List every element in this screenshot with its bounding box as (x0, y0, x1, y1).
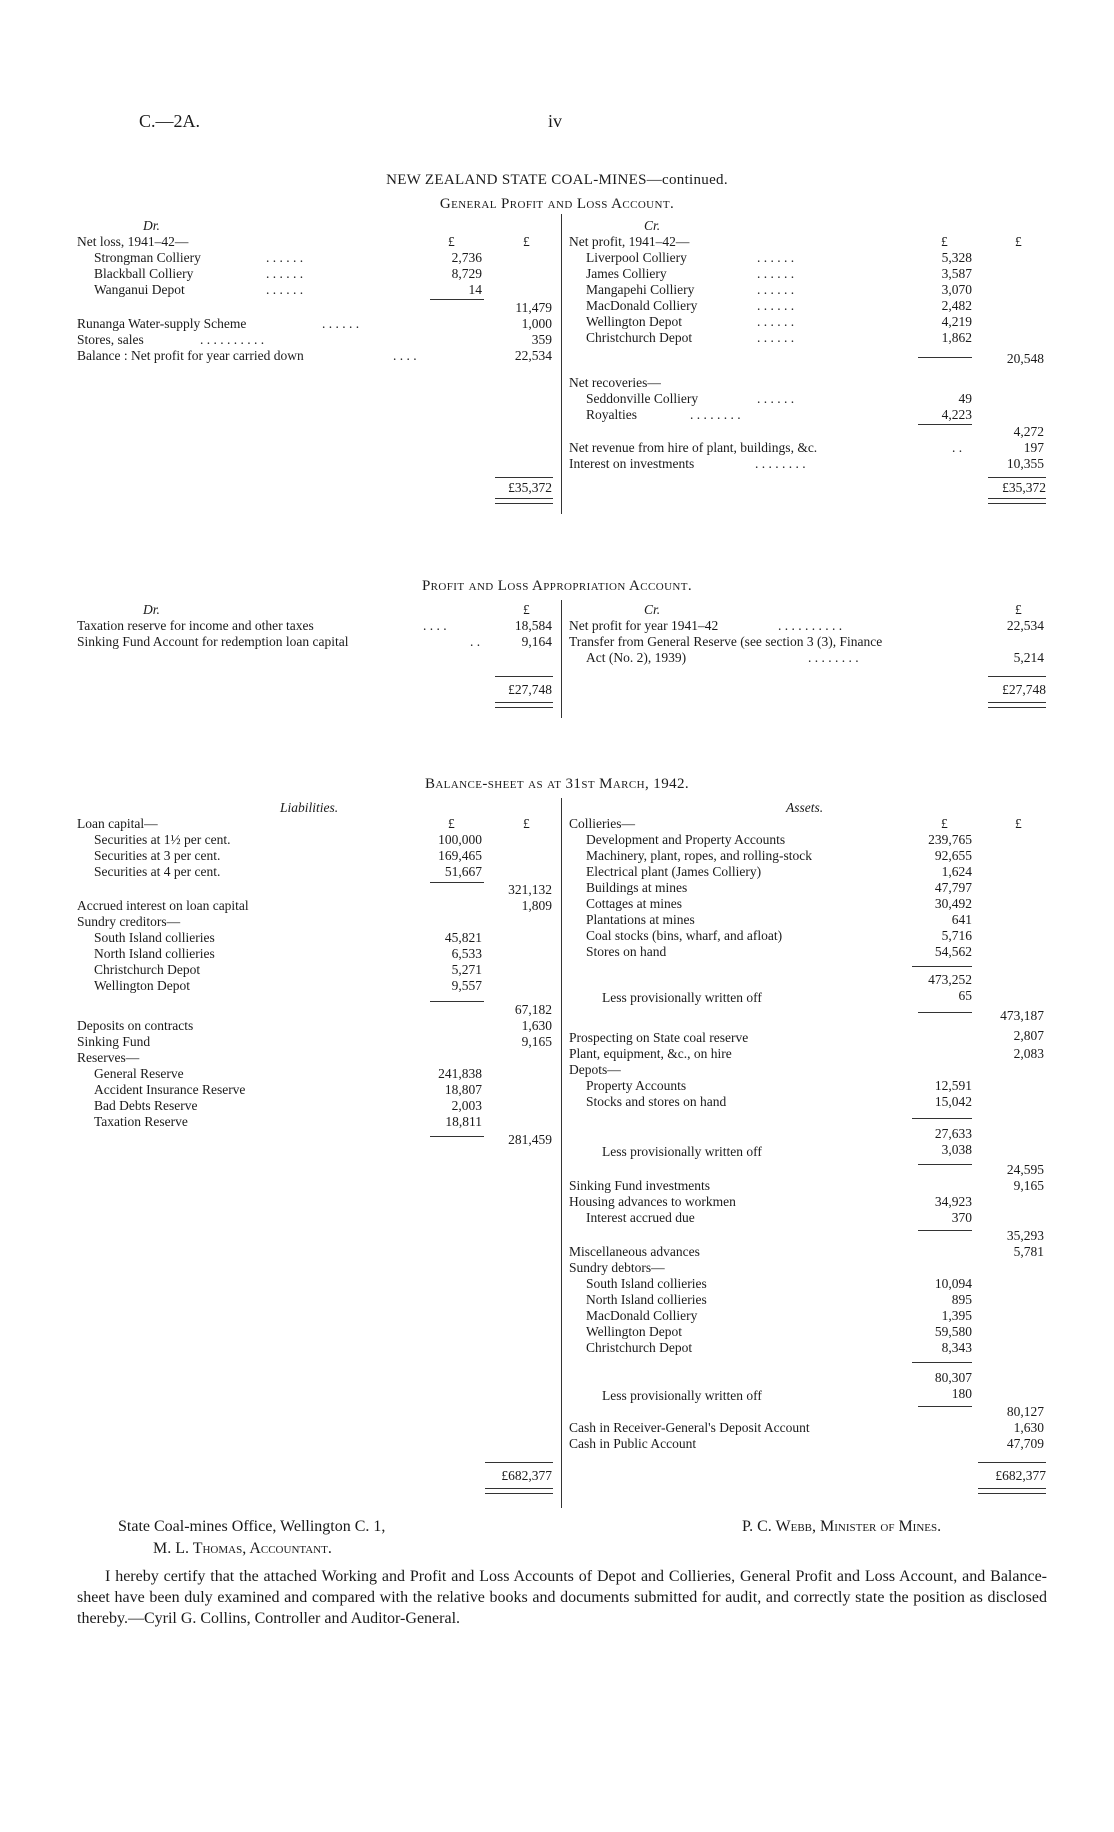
list-item-label: Net profit for year 1941–42 (569, 618, 719, 633)
list-item-label: MacDonald Colliery (586, 1308, 698, 1323)
leader-dots: . . . . . . (322, 316, 360, 331)
minister-signature: P. C. Webb, Minister of Mines. (742, 1518, 942, 1535)
transfer-label: Act (No. 2), 1939) (586, 650, 687, 665)
leader-dots: . . . . . . . . (808, 650, 859, 665)
leader-dots: . . (470, 634, 481, 649)
leader-dots: . . . . . . (757, 391, 795, 406)
prospecting-label: Prospecting on State coal reserve (569, 1030, 749, 1045)
list-item-amount: 100,000 (438, 832, 482, 847)
list-item-amount: 22,534 (514, 348, 552, 363)
list-item-label: Stores, sales (77, 332, 144, 347)
list-item-amount: 15,042 (934, 1094, 972, 1109)
list-item-label: Blackball Colliery (94, 266, 194, 281)
pound-sign: £ (523, 234, 530, 249)
plant-hire-label: Plant, equipment, &c., on hire (569, 1046, 732, 1061)
page-number: iv (548, 111, 563, 131)
list-item-amount: 9,164 (521, 634, 552, 649)
pound-sign: £ (523, 602, 530, 617)
leader-dots: . . . . . . (266, 250, 304, 265)
rule (988, 676, 1046, 677)
pound-sign: £ (523, 816, 530, 831)
collieries-subtotal: 473,252 (928, 972, 972, 987)
list-item-amount: 2,003 (451, 1098, 482, 1113)
list-item-label: North Island collieries (94, 946, 215, 961)
rule (918, 424, 972, 425)
list-item-label: Runanga Water-supply Scheme (77, 316, 247, 331)
dr-label: Dr. (143, 602, 160, 617)
list-item-label: Wellington Depot (94, 978, 191, 993)
double-rule (988, 498, 1046, 504)
list-item-amount: 1,395 (941, 1308, 972, 1323)
leader-dots: . . . . . . (757, 266, 795, 281)
list-item-label: Taxation reserve for income and other taxes (77, 618, 314, 633)
leader-dots: . . . . . . (757, 314, 795, 329)
list-item-amount: 22,534 (1006, 618, 1044, 633)
list-item-amount: 30,492 (934, 896, 972, 911)
pound-sign: £ (941, 816, 948, 831)
assets-grand-total: £682,377 (995, 1468, 1046, 1483)
rule (988, 477, 1046, 478)
sinking-fund-amount: 9,165 (521, 1034, 552, 1049)
rule (912, 1118, 972, 1119)
accrued-interest-amount: 1,809 (521, 898, 552, 913)
rule (918, 357, 972, 358)
list-item-amount: 1,862 (941, 330, 972, 345)
list-item-label: Strongman Colliery (94, 250, 201, 265)
less-written-off-amount: 180 (951, 1386, 972, 1401)
list-item-label: Sinking Fund Account for redemption loan capital (77, 634, 349, 649)
column-divider (561, 600, 562, 718)
less-written-off-amount: 3,038 (941, 1142, 972, 1157)
reserves-heading: Reserves— (77, 1050, 140, 1065)
depots-total: 24,595 (1006, 1162, 1044, 1177)
list-item-amount: 8,729 (451, 266, 482, 281)
list-item-amount: 49 (958, 391, 972, 406)
less-written-off-amount: 65 (958, 988, 972, 1003)
dr-grand-total: £35,372 (508, 480, 552, 495)
list-item-label: South Island collieries (586, 1276, 707, 1291)
list-item-label: Royalties (586, 407, 637, 422)
balance-sheet-title: Balance-sheet as at 31st March, 1942. (424, 776, 690, 792)
list-item-amount: 895 (951, 1292, 972, 1307)
sinking-investments-label: Sinking Fund investments (569, 1178, 711, 1193)
list-item-label: Taxation Reserve (94, 1114, 188, 1129)
list-item-amount: 241,838 (438, 1066, 482, 1081)
list-item-amount: 5,328 (941, 250, 972, 265)
net-loss-heading: Net loss, 1941–42— (77, 234, 189, 249)
column-divider (561, 214, 562, 514)
housing-total: 35,293 (1006, 1228, 1044, 1243)
list-item-amount: 47,797 (934, 880, 972, 895)
sundry-debtors-heading: Sundry debtors— (569, 1260, 665, 1275)
transfer-label: Transfer from General Reserve (see section 3 (3), Finance (569, 634, 883, 649)
rule (430, 1001, 484, 1002)
net-profit-heading: Net profit, 1941–42— (569, 234, 690, 249)
debtors-total: 80,127 (1006, 1404, 1044, 1419)
depots-subtotal: 27,633 (934, 1126, 972, 1141)
list-item-amount: 3,070 (941, 282, 972, 297)
list-item-label: Liverpool Colliery (586, 250, 687, 265)
list-item-label: Machinery, plant, ropes, and rolling-stock (586, 848, 812, 863)
leader-dots: . . . . . . (757, 330, 795, 345)
list-item-amount: 1,624 (941, 864, 972, 879)
list-item-amount: 641 (951, 912, 972, 927)
pound-sign: £ (1015, 816, 1022, 831)
cash-public-amount: 47,709 (1006, 1436, 1044, 1451)
list-item-label: Securities at 3 per cent. (94, 848, 221, 863)
appropriation-title: Profit and Loss Appropriation Account. (421, 578, 693, 594)
list-item-amount: 6,533 (451, 946, 482, 961)
rule (430, 882, 484, 883)
misc-advances-amount: 5,781 (1013, 1244, 1044, 1259)
leader-dots: . . . . . . . . (755, 456, 806, 471)
list-item-label: Stores on hand (586, 944, 667, 959)
rule (430, 1136, 484, 1137)
list-item-label: Bad Debts Reserve (94, 1098, 198, 1113)
recoveries-heading: Net recoveries— (569, 375, 661, 390)
page-reference: C.—2A. (139, 111, 201, 131)
deposits-amount: 1,630 (521, 1018, 552, 1033)
double-rule (988, 702, 1046, 708)
list-item-label: Stocks and stores on hand (586, 1094, 727, 1109)
dr-label: Dr. (143, 218, 160, 233)
audit-certificate: I hereby certify that the attached Working and Profit and Loss Accounts of Depot and Collieries, General Profit and Loss Account, and Balance-sheet have been duly examined and compared with the relative books and documents submitted for audit, and correctly state the position as disclosed thereby.—Cyril G. Collins, Controller and Auditor-General. (77, 1568, 1047, 1627)
general-profit-loss-title: General Profit and Loss Account. (439, 196, 675, 212)
list-item-label: Cottages at mines (586, 896, 682, 911)
pound-sign: £ (448, 234, 455, 249)
hire-revenue-label: Net revenue from hire of plant, buildings, &c. (569, 440, 818, 455)
less-written-off-label: Less provisionally written off (602, 990, 762, 1005)
debtors-subtotal: 80,307 (934, 1370, 972, 1385)
cr-total: £27,748 (1002, 682, 1046, 697)
prospecting-amount: 2,807 (1013, 1028, 1044, 1043)
housing-amount: 34,923 (934, 1194, 972, 1209)
collieries-total: 473,187 (1000, 1008, 1044, 1023)
office-address: State Coal-mines Office, Wellington C. 1, (118, 1518, 386, 1535)
dr-total: £27,748 (508, 682, 552, 697)
list-item-label: South Island collieries (94, 930, 215, 945)
list-item-label: Mangapehi Colliery (586, 282, 695, 297)
list-item-label: Balance : Net profit for year carried down (77, 348, 304, 363)
recoveries-total: 4,272 (1013, 424, 1044, 439)
less-written-off-label: Less provisionally written off (602, 1144, 762, 1159)
loan-capital-heading: Loan capital— (77, 816, 158, 831)
rule (912, 1362, 972, 1363)
list-item-amount: 5,271 (451, 962, 482, 977)
leader-dots: . . . . (423, 618, 447, 633)
cr-label: Cr. (644, 218, 661, 233)
list-item-amount: 54,562 (934, 944, 972, 959)
housing-interest-label: Interest accrued due (586, 1210, 695, 1225)
leader-dots: . . . . . . . . . . (200, 332, 265, 347)
list-item-label: Christchurch Depot (94, 962, 201, 977)
list-item-amount: 5,716 (941, 928, 972, 943)
cash-public-label: Cash in Public Account (569, 1436, 697, 1451)
list-item-amount: 359 (531, 332, 552, 347)
rule (485, 1462, 553, 1463)
pound-sign: £ (448, 816, 455, 831)
list-item-label: Securities at 4 per cent. (94, 864, 221, 879)
list-item-label: Seddonville Colliery (586, 391, 699, 406)
rule (912, 966, 972, 967)
net-loss-total: 11,479 (515, 300, 552, 315)
list-item-label: North Island collieries (586, 1292, 707, 1307)
sinking-fund-label: Sinking Fund (77, 1034, 151, 1049)
list-item-amount: 59,580 (934, 1324, 972, 1339)
leader-dots: . . . . (393, 348, 417, 363)
liabilities-grand-total: £682,377 (501, 1468, 552, 1483)
rule (978, 1462, 1046, 1463)
pound-sign: £ (1015, 602, 1022, 617)
cr-grand-total: £35,372 (1002, 480, 1046, 495)
sundry-creditors-heading: Sundry creditors— (77, 914, 181, 929)
list-item-label: Development and Property Accounts (586, 832, 786, 847)
pound-sign: £ (1015, 234, 1022, 249)
column-divider (561, 798, 562, 1508)
double-rule (485, 1488, 553, 1494)
rule (918, 1164, 972, 1165)
list-item-label: Wanganui Depot (94, 282, 185, 297)
sinking-investments-amount: 9,165 (1013, 1178, 1044, 1193)
leader-dots: . . . . . . . . (690, 407, 741, 422)
list-item-amount: 3,587 (941, 266, 972, 281)
list-item-amount: 18,584 (514, 618, 552, 633)
housing-interest-amount: 370 (951, 1210, 972, 1225)
assets-label: Assets. (786, 800, 824, 815)
rule (430, 299, 484, 300)
depots-heading: Depots— (569, 1062, 621, 1077)
list-item-label: MacDonald Colliery (586, 298, 698, 313)
list-item-amount: 8,343 (941, 1340, 972, 1355)
list-item-amount: 14 (468, 282, 482, 297)
reserves-total: 281,459 (508, 1132, 552, 1147)
list-item-label: Christchurch Depot (586, 330, 693, 345)
misc-advances-label: Miscellaneous advances (569, 1244, 700, 1259)
pound-sign: £ (941, 234, 948, 249)
rule (495, 477, 553, 478)
list-item-amount: 2,736 (451, 250, 482, 265)
list-item-amount: 9,557 (451, 978, 482, 993)
rule (495, 676, 553, 677)
list-item-label: Securities at 1½ per cent. (94, 832, 231, 847)
list-item-amount: 45,821 (444, 930, 482, 945)
list-item-amount: 18,807 (444, 1082, 482, 1097)
transfer-amount: 5,214 (1013, 650, 1044, 665)
less-written-off-label: Less provisionally written off (602, 1388, 762, 1403)
list-item-label: Electrical plant (James Colliery) (586, 864, 762, 879)
list-item-amount: 4,219 (941, 314, 972, 329)
leader-dots: . . . . . . (757, 298, 795, 313)
section-title: NEW ZEALAND STATE COAL-MINES—continued. (386, 172, 728, 188)
leader-dots: . . . . . . (757, 282, 795, 297)
list-item-label: General Reserve (94, 1066, 184, 1081)
cash-receiver-label: Cash in Receiver-General's Deposit Account (569, 1420, 810, 1435)
hire-revenue-amount: 197 (1023, 440, 1044, 455)
list-item-amount: 18,811 (445, 1114, 482, 1129)
accountant-signature: M. L. Thomas, Accountant. (153, 1540, 332, 1557)
list-item-amount: 2,482 (941, 298, 972, 313)
double-rule (495, 498, 553, 504)
list-item-amount: 4,223 (941, 407, 972, 422)
collieries-heading: Collieries— (569, 816, 635, 831)
plant-hire-amount: 2,083 (1013, 1046, 1044, 1061)
list-item-label: Coal stocks (bins, wharf, and afloat) (586, 928, 783, 943)
rule (918, 1012, 972, 1013)
sundry-creditors-total: 67,182 (514, 1002, 552, 1017)
list-item-label: Christchurch Depot (586, 1340, 693, 1355)
list-item-amount: 10,094 (934, 1276, 972, 1291)
leader-dots: . . . . . . (266, 266, 304, 281)
leader-dots: . . . . . . (757, 250, 795, 265)
list-item-amount: 51,667 (444, 864, 482, 879)
cr-label: Cr. (644, 602, 661, 617)
list-item-amount: 1,000 (521, 316, 552, 331)
net-profit-total: 20,548 (1006, 351, 1044, 366)
leader-dots: . . . . . . (266, 282, 304, 297)
accrued-interest-label: Accrued interest on loan capital (77, 898, 249, 913)
list-item-label: Wellington Depot (586, 314, 683, 329)
list-item-label: James Colliery (586, 266, 667, 281)
list-item-amount: 169,465 (438, 848, 482, 863)
list-item-label: Plantations at mines (586, 912, 695, 927)
rule (918, 1406, 972, 1407)
rule (918, 1230, 972, 1231)
list-item-amount: 12,591 (934, 1078, 972, 1093)
loan-capital-total: 321,132 (508, 882, 552, 897)
double-rule (978, 1488, 1046, 1494)
double-rule (495, 702, 553, 708)
list-item-label: Accident Insurance Reserve (94, 1082, 246, 1097)
list-item-label: Property Accounts (586, 1078, 687, 1093)
interest-label: Interest on investments (569, 456, 695, 471)
deposits-label: Deposits on contracts (77, 1018, 194, 1033)
liabilities-label: Liabilities. (280, 800, 339, 815)
list-item-amount: 239,765 (928, 832, 972, 847)
list-item-label: Buildings at mines (586, 880, 688, 895)
leader-dots: . . (952, 440, 963, 455)
interest-amount: 10,355 (1006, 456, 1044, 471)
list-item-amount: 92,655 (934, 848, 972, 863)
housing-label: Housing advances to workmen (569, 1194, 736, 1209)
list-item-label: Wellington Depot (586, 1324, 683, 1339)
cash-receiver-amount: 1,630 (1013, 1420, 1044, 1435)
leader-dots: . . . . . . . . . . (778, 618, 843, 633)
